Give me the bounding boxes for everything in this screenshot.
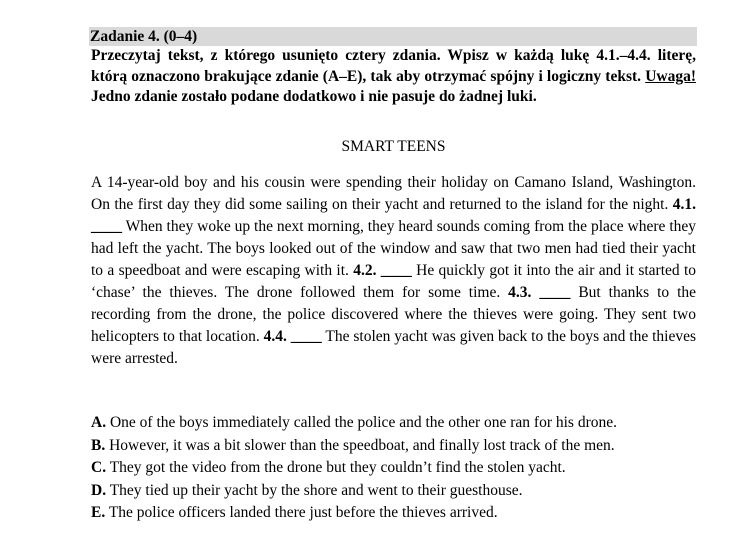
option-c — [91, 457, 696, 480]
gap-4-4-blank[interactable]: ____ — [290, 328, 322, 345]
gap-4-2-label: 4.2. — [353, 262, 377, 279]
option-letter: C. — [91, 459, 107, 476]
instruction-text: Przeczytaj tekst, z którego usunięto cztery zdania. Wpisz w każdą lukę 4.1.–4.4. literę, którą oznaczono brakujące zdanie (A–E), tak aby otrzymać spójny i logiczny tekst. — [91, 47, 696, 85]
option-letter: D. — [91, 481, 107, 499]
option-e — [91, 502, 696, 525]
story-part-5: The stolen yacht was given back to the boys and the thieves were arrested. — [91, 328, 697, 367]
story-part-2: When they woke up the next morning, they heard sounds coming from the place where they had left the yacht. The boys looked out of the window and saw that two men had tied their yacht to a speedboat and were escaping with it. — [91, 218, 696, 279]
story-part-4: But thanks to the recording from the drone, the police discovered where the thieves were going. They sent two helicopters to that location. — [91, 284, 697, 345]
option-text: They got the video from the drone but they couldn’t find the stolen yacht. — [109, 459, 566, 476]
gap-4-2-blank[interactable]: ____ — [380, 262, 412, 279]
option-text: The police officers landed there just before the thieves arrived. — [108, 504, 498, 521]
option-text: One of the boys immediately called the police and the other one ran for his drone. — [109, 414, 617, 431]
option-b — [91, 435, 696, 458]
gap-4-3-label: 4.3. — [508, 284, 532, 301]
option-letter: B. — [91, 436, 106, 454]
task-instructions — [91, 46, 696, 108]
gap-4-3-blank[interactable]: ____ — [539, 284, 571, 301]
option-d — [91, 480, 696, 503]
option-text: They tied up their yacht by the shore and went to their guesthouse. — [109, 481, 523, 499]
story-part-3: He quickly got it into the air and it started to ‘chase’ the thieves. The drone followed them for some time. — [91, 262, 697, 301]
answer-options — [91, 412, 696, 525]
note-label: Uwaga! — [645, 67, 696, 85]
task-header: Zadanie 4. (0–4) — [89, 27, 697, 46]
story-part-1: A 14-year-old boy and his cousin were spending their holiday on Camano Island, Washington. On the first day they did some sailing on their yacht and returned to the island for the night. — [91, 174, 696, 213]
story-text — [91, 172, 696, 370]
note-text: Jedno zdanie zostało podane dodatkowo i nie pasuje do żadnej luki. — [91, 88, 537, 105]
gap-4-1-label: 4.1. — [672, 196, 696, 213]
option-letter: A. — [91, 414, 107, 431]
option-letter: E. — [91, 504, 106, 521]
option-a — [91, 412, 696, 435]
gap-4-4-label: 4.4. — [263, 328, 287, 345]
gap-4-1-blank[interactable]: ____ — [91, 218, 122, 235]
option-text: However, it was a bit slower than the speedboat, and finally lost track of the men. — [109, 436, 615, 454]
text-title: SMART TEENS — [341, 138, 446, 155]
